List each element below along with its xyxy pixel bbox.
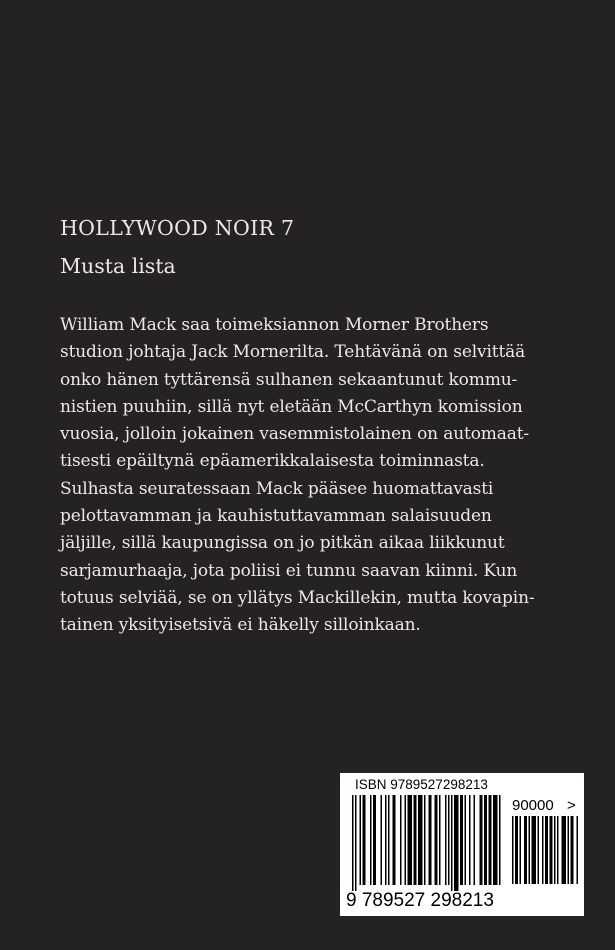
barcode-bar [545, 816, 548, 884]
blurb-line: onko hänen tyttärensä sulhanen sekaantunut kommu- [60, 369, 518, 390]
barcode-bar [454, 795, 459, 891]
series-title: HOLLYWOOD NOIR 7 [60, 216, 295, 240]
barcode-bar [557, 816, 559, 884]
barcode-bar [414, 795, 417, 885]
barcode-bar [469, 795, 471, 885]
barcode-bar [484, 795, 487, 885]
barcode-bar [424, 795, 426, 885]
barcode-bar [571, 816, 574, 884]
barcode-bar [515, 816, 518, 884]
addon-bars [512, 816, 578, 886]
addon-price-code: 90000 [512, 797, 554, 814]
blurb-line: Sulhasta seuratessaan Mack pääsee huomattavasti [60, 478, 494, 499]
blurb-line: pelottavamman ja kauhistuttavamman salaisuuden [60, 506, 492, 527]
barcode-digits: 9 789527 298213 [346, 890, 494, 911]
blurb-line: tainen yksityisetsivä ei häkelly silloinkaan. [60, 615, 421, 636]
barcode-bar [439, 795, 441, 885]
barcode-bar [512, 816, 514, 884]
barcode-bar [577, 816, 579, 884]
barcode-bar [529, 816, 531, 884]
barcode-bar [542, 816, 544, 884]
barcode-bar [493, 795, 498, 885]
blurb-line: nistien puuhiin, sillä nyt eletään McCarthyn komission [60, 396, 523, 417]
barcode-bar [562, 816, 567, 884]
blurb-line: totuus selviää, se on yllätys Mackillekin, mutta kovapin- [60, 587, 535, 608]
barcode-bar [568, 816, 570, 884]
barcode-bar [520, 816, 522, 884]
barcode-bar [352, 795, 354, 891]
blurb-line: tisesti epäiltynä epäamerikkalaisesta toiminnasta. [60, 451, 485, 472]
isbn-barcode [340, 773, 584, 916]
barcode-bar [405, 795, 407, 885]
barcode-bar [448, 795, 450, 885]
blurb-line: vuosia, jolloin jokainen vasemmistolainen on automaat- [60, 424, 530, 445]
barcode-bar [451, 795, 453, 891]
blurb-line: studion johtaja Jack Mornerilta. Tehtävänä on selvittää [60, 342, 526, 363]
barcode-bar [460, 795, 463, 885]
barcode-bar [524, 816, 527, 884]
barcode-bar [499, 795, 501, 885]
barcode-bar [554, 816, 556, 884]
blurb-text [60, 312, 560, 640]
barcode-bar [381, 795, 383, 885]
barcode-bar [370, 795, 372, 885]
barcode-bar [550, 816, 553, 884]
book-subtitle: Musta lista [60, 254, 176, 278]
barcode-bar [538, 816, 540, 884]
barcode-bar [355, 795, 357, 891]
barcode-bar [489, 795, 492, 885]
barcode-bar [360, 795, 362, 885]
blurb-line: jäljille, sillä kaupungissa on jo pitkän aikaa liikkunut [60, 533, 505, 554]
barcode-bar [474, 795, 476, 885]
barcode-bar [385, 795, 387, 885]
ean13-bars [352, 795, 504, 893]
barcode-bar [445, 795, 447, 885]
barcode-bar [418, 795, 423, 885]
blurb-line: sarjamurhaaja, jota poliisi ei tunnu saavan kiinni. Kun [60, 560, 518, 581]
barcode-bar [373, 795, 376, 885]
addon-arrow: > [567, 797, 576, 814]
barcode-bar [480, 795, 483, 885]
barcode-bar [408, 795, 413, 885]
barcode-bar [532, 816, 537, 884]
barcode-bar [388, 795, 390, 885]
barcode-bar [393, 795, 396, 885]
isbn-label: ISBN 9789527298213 [355, 777, 488, 792]
barcode-bar [465, 795, 467, 885]
barcode-bar [429, 795, 432, 885]
barcode-bar [435, 795, 438, 885]
barcode-bar [400, 795, 402, 885]
blurb-line: William Mack saa toimeksiannon Morner Brothers [60, 315, 489, 335]
barcode-bar [363, 795, 366, 885]
